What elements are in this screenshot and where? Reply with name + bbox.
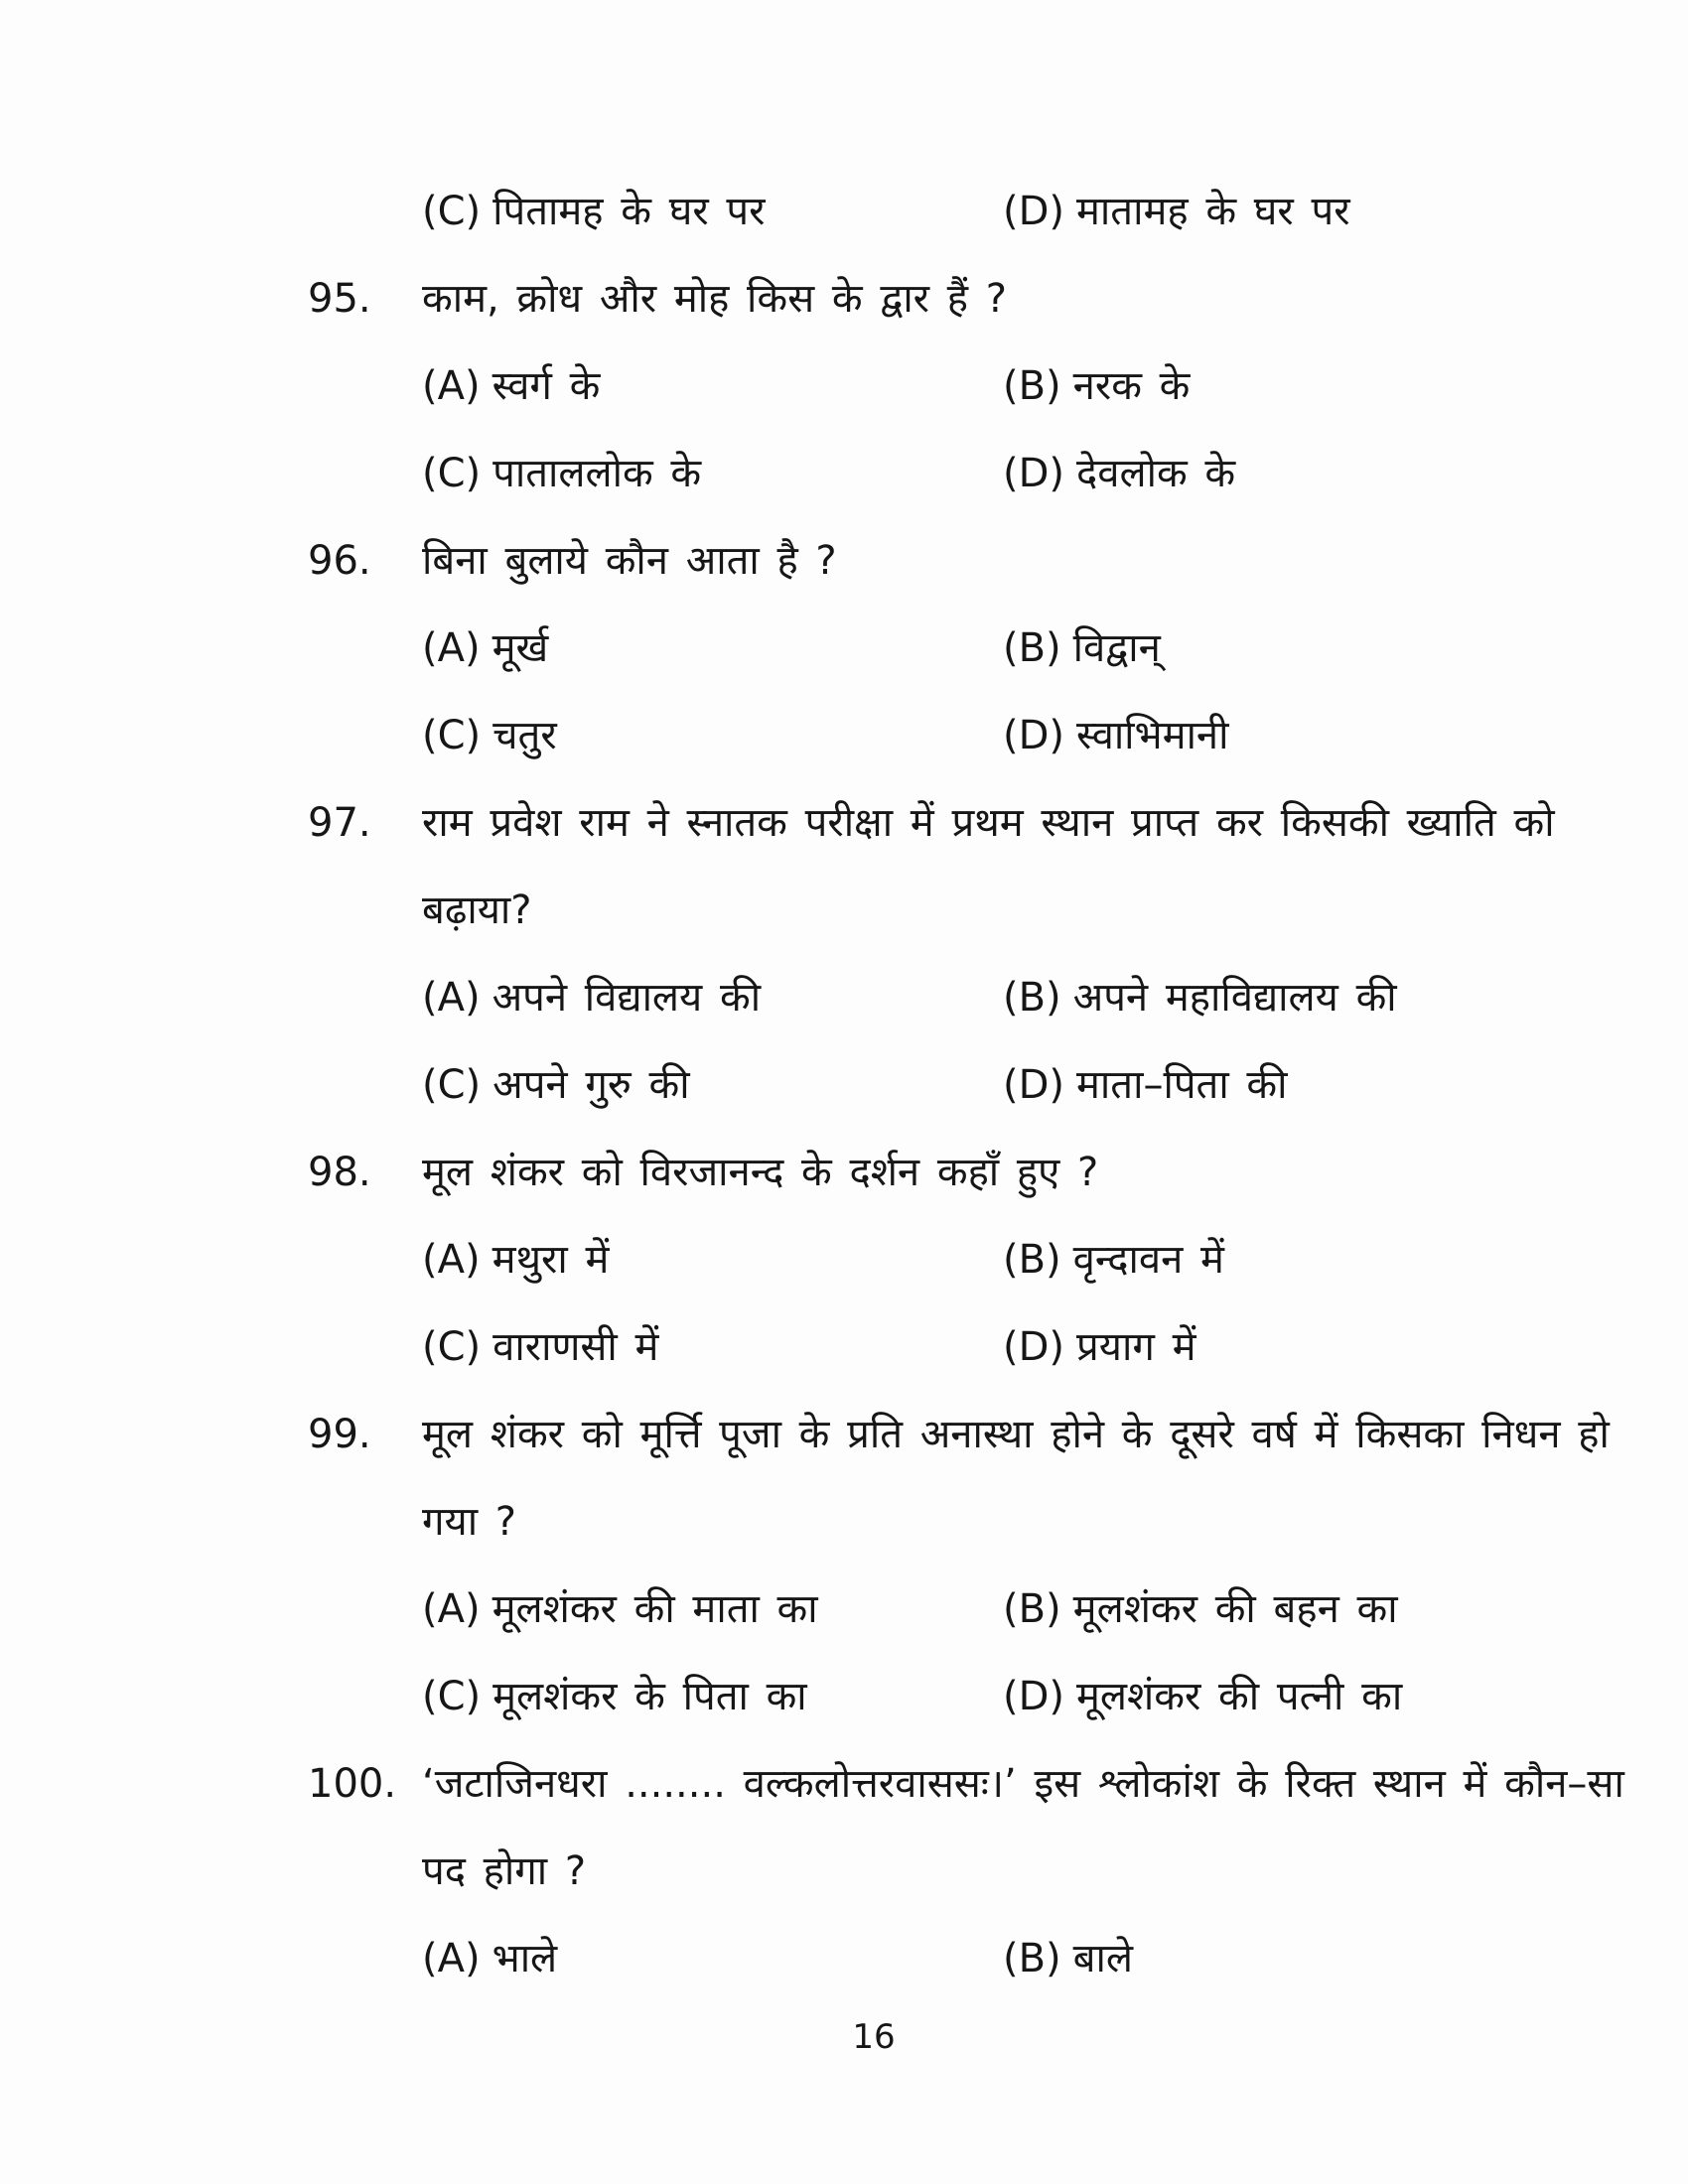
option-row: [422, 713, 1539, 800]
question-text-line: गया ?: [422, 1499, 517, 1545]
option-b: [1003, 363, 1539, 451]
option-d: [1003, 1324, 1539, 1412]
question-block-96: [308, 538, 1539, 800]
option-label: (D): [1003, 713, 1065, 758]
option-label: (B): [1003, 1936, 1061, 1981]
option-b: [1003, 1586, 1539, 1674]
option-b: [1003, 1237, 1539, 1324]
option-label: (B): [1003, 625, 1061, 671]
question-number: 99.: [308, 1412, 371, 1457]
question-text-line: पद होगा ?: [422, 1848, 587, 1894]
question-text-line: काम, क्रोध और मोह किस के द्वार हैं ?: [422, 276, 1007, 322]
option-label: (C): [422, 1062, 482, 1108]
option-label: (D): [1003, 1324, 1065, 1370]
option-label: (A): [422, 625, 481, 671]
question-text-line: राम प्रवेश राम ने स्नातक परीक्षा में प्रथम स्थान प्राप्त कर किसकी ख्याति को: [422, 800, 1555, 846]
option-a: [422, 975, 1003, 1062]
option-text: मूलशंकर की माता का: [492, 1586, 818, 1632]
option-row: [422, 363, 1539, 451]
option-text: भाले: [492, 1936, 558, 1981]
option-text: स्वाभिमानी: [1076, 713, 1229, 758]
option-label: (A): [422, 1586, 481, 1632]
question-text-line: मूल शंकर को विरजानन्द के दर्शन कहाँ हुए ?: [422, 1150, 1099, 1195]
option-a: [422, 1586, 1003, 1674]
question-number: 98.: [308, 1150, 371, 1195]
option-label: (A): [422, 1237, 481, 1283]
option-label: (B): [1003, 975, 1061, 1021]
option-text: मूलशंकर की बहन का: [1072, 1586, 1398, 1632]
option-text: मूलशंकर की पत्नी का: [1076, 1674, 1403, 1719]
option-b: [1003, 975, 1539, 1062]
question-block-97: [308, 800, 1555, 1150]
option-text: मूर्ख: [492, 625, 549, 671]
option-text: पितामह के घर पर: [492, 189, 766, 234]
option-a: [422, 1936, 1003, 2023]
option-row: [422, 1674, 1539, 1761]
option-label: (C): [422, 451, 482, 496]
option-text: मूलशंकर के पिता का: [492, 1674, 807, 1719]
option-text: अपने विद्यालय की: [492, 975, 762, 1021]
option-label: (D): [1003, 1674, 1065, 1719]
option-text: चतुर: [492, 713, 557, 758]
option-a: [422, 363, 1003, 451]
question-text-line: बढ़ाया?: [422, 887, 532, 933]
option-text: वाराणसी में: [492, 1324, 659, 1370]
option-row: [422, 1586, 1539, 1674]
option-label: (A): [422, 363, 481, 409]
question-block-99: [308, 1412, 1610, 1761]
option-text: विद्वान्: [1072, 625, 1161, 671]
option-d: [1003, 713, 1539, 800]
option-text: अपने महाविद्यालय की: [1072, 975, 1397, 1021]
option-text: मातामह के घर पर: [1076, 189, 1350, 234]
option-row: [422, 1324, 1539, 1412]
option-c: [422, 451, 1003, 538]
option-row: [422, 975, 1539, 1062]
question-block-98: [308, 1150, 1539, 1412]
option-label: (C): [422, 1674, 482, 1719]
question-number: 97.: [308, 800, 371, 846]
option-text: माता–पिता की: [1076, 1062, 1288, 1108]
option-row: [422, 189, 1539, 276]
page-number: 16: [852, 2017, 896, 2057]
question-number: 96.: [308, 538, 371, 584]
option-row: [422, 625, 1539, 713]
option-b: [1003, 625, 1539, 713]
question-text-line: बिना बुलाये कौन आता है ?: [422, 538, 837, 584]
question-number: 100.: [308, 1761, 397, 1807]
option-c: [422, 189, 1003, 276]
option-text: बाले: [1072, 1936, 1133, 1981]
question-block-95: [308, 276, 1539, 538]
option-text: मथुरा में: [492, 1237, 610, 1283]
option-c: [422, 1062, 1003, 1150]
option-a: [422, 625, 1003, 713]
option-label: (A): [422, 975, 481, 1021]
option-label: (B): [1003, 363, 1061, 409]
option-label: (C): [422, 189, 482, 234]
option-text: नरक के: [1072, 363, 1191, 409]
option-text: वृन्दावन में: [1072, 1237, 1224, 1283]
question-text-line: ‘जटाजिनधरा ........ वल्कलोत्तरवाससः।’ इस श्लोकांश के रिक्त स्थान में कौन–सा: [422, 1761, 1624, 1807]
option-b: [1003, 1936, 1539, 2023]
option-row: [422, 1062, 1539, 1150]
option-d: [1003, 451, 1539, 538]
option-label: (D): [1003, 1062, 1065, 1108]
option-label: (D): [1003, 189, 1065, 234]
option-text: देवलोक के: [1076, 451, 1236, 496]
option-text: प्रयाग में: [1076, 1324, 1196, 1370]
question-number-spacer: [308, 189, 422, 276]
option-c: [422, 1674, 1003, 1761]
option-label: (D): [1003, 451, 1065, 496]
option-d: [1003, 1062, 1539, 1150]
question-number: 95.: [308, 276, 371, 322]
question-text-line: मूल शंकर को मूर्त्ति पूजा के प्रति अनास्था होने के दूसरे वर्ष में किसका निधन हो: [422, 1412, 1610, 1457]
option-c: [422, 1324, 1003, 1412]
option-row: [422, 1237, 1539, 1324]
option-label: (C): [422, 1324, 482, 1370]
option-d: [1003, 189, 1539, 276]
option-row: [422, 451, 1539, 538]
option-row: [422, 1936, 1539, 2023]
option-label: (C): [422, 713, 482, 758]
question-block-100: [308, 1761, 1624, 2023]
question-94-carryover: [308, 189, 1539, 276]
option-text: स्वर्ग के: [492, 363, 601, 409]
option-label: (B): [1003, 1237, 1061, 1283]
option-label: (A): [422, 1936, 481, 1981]
option-c: [422, 713, 1003, 800]
option-d: [1003, 1674, 1539, 1761]
option-label: (B): [1003, 1586, 1061, 1632]
option-text: पाताललोक के: [492, 451, 702, 496]
option-a: [422, 1237, 1003, 1324]
option-text: अपने गुरु की: [492, 1062, 690, 1108]
